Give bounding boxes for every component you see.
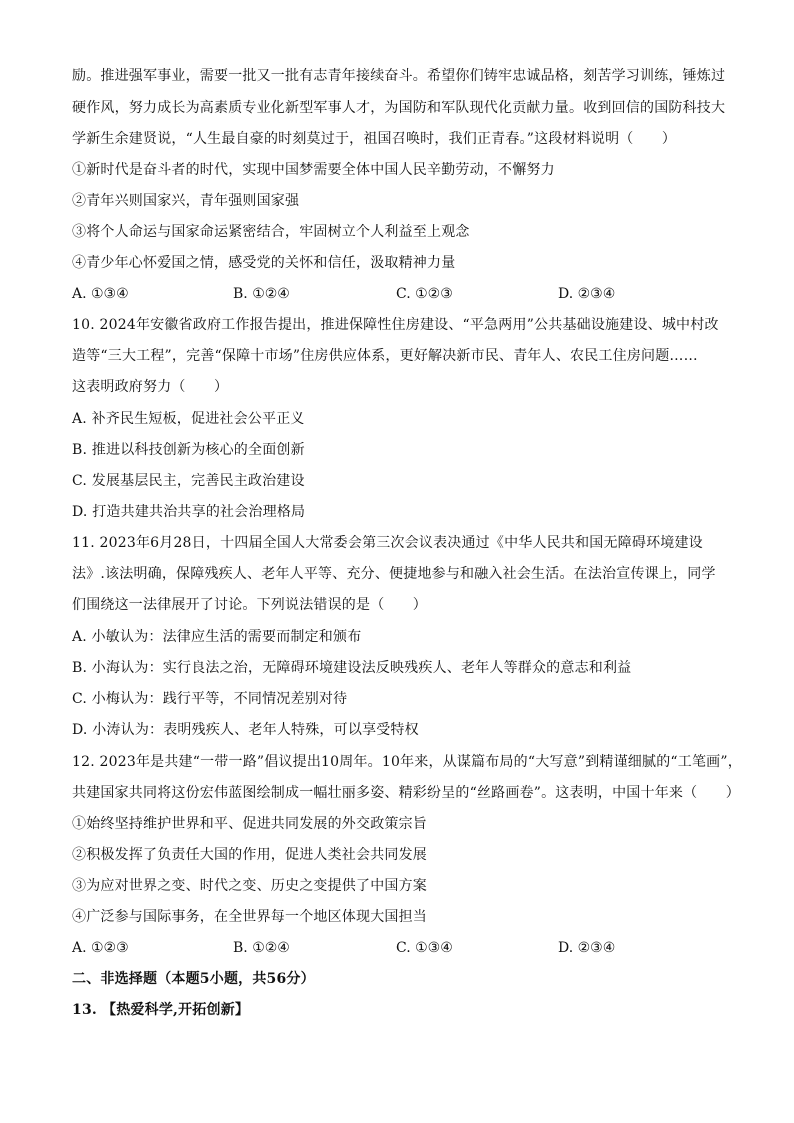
q11-stem-line-2: 法》.该法明确，保障残疾人、老年人平等、充分、便捷地参与和融入社会生活。在法治宣传课上，同学 [72, 566, 716, 582]
q12-options [72, 938, 722, 958]
q12-option-b[interactable]: B. ①②④ [233, 940, 290, 956]
q10-option-c[interactable]: C. 发展基层民主，完善民主政治建设 [72, 473, 305, 489]
q13-title: 13. 【热爱科学,开拓创新】 [72, 1002, 250, 1018]
q9-line-1: 励。推进强军事业，需要一批又一批有志青年接续奋斗。希望你们铸牢忠诚品格，刻苦学习训练，锤炼过 [72, 68, 726, 84]
q11-stem-line-1: 11. 2023年6月28日，十四届全国人大常委会第三次会议表决通过《中华人民共和国无障碍环境建设 [72, 535, 703, 551]
q11-stem-line-3: 们围绕这一法律展开了讨论。下列说法错误的是（ ） [72, 597, 427, 613]
q11-option-a[interactable]: A. 小敏认为：法律应生活的需要而制定和颁布 [72, 629, 362, 645]
q9-option-b[interactable]: B. ①②④ [233, 286, 290, 302]
q10-stem-line-1: 10. 2024年安徽省政府工作报告提出，推进保障性住房建设、“平急两用”公共基础设施建设、城中村改 [72, 317, 719, 333]
q9-option-a[interactable]: A. ①③④ [72, 286, 129, 302]
q9-line-3: 学新生余建贤说，“人生最自豪的时刻莫过于，祖国召唤时，我们正青春。”这段材料说明（ ） [72, 131, 677, 147]
q9-statement-2: ②青年兴则国家兴，青年强则国家强 [72, 193, 300, 209]
q10-option-a[interactable]: A. 补齐民生短板，促进社会公平正义 [72, 411, 305, 427]
q9-options [72, 284, 722, 304]
q12-statement-4: ④广泛参与国际事务，在全世界每一个地区体现大国担当 [72, 909, 427, 925]
q11-option-b[interactable]: B. 小海认为：实行良法之治，无障碍环境建设法反映残疾人、老年人等群众的意志和利益 [72, 660, 632, 676]
q10-option-d[interactable]: D. 打造共建共治共享的社会治理格局 [72, 504, 306, 520]
q10-option-b[interactable]: B. 推进以科技创新为核心的全面创新 [72, 442, 305, 458]
q12-statement-3: ③为应对世界之变、时代之变、历史之变提供了中国方案 [72, 878, 427, 894]
q9-statement-3: ③将个人命运与国家命运紧密结合，牢固树立个人利益至上观念 [72, 224, 470, 240]
q12-option-c[interactable]: C. ①③④ [396, 940, 453, 956]
q12-statement-1: ①始终坚持维护世界和平、促进共同发展的外交政策宗旨 [72, 816, 427, 832]
q9-line-2: 硬作风，努力成长为高素质专业化新型军事人才，为国防和军队现代化贡献力量。收到回信的国防科技大 [72, 100, 726, 116]
q9-statement-4: ④青少年心怀爱国之情，感受党的关怀和信任，汲取精神力量 [72, 255, 456, 271]
section-heading: 二、非选择题（本题5小题，共56分） [72, 971, 315, 987]
q12-stem-line-1: 12. 2023年是共建“一带一路”倡议提出10周年。10年来，从谋篇布局的“大写意”到精谨细腻的“工笔画”， [72, 754, 742, 770]
q11-option-c[interactable]: C. 小梅认为：践行平等，不同情况差别对待 [72, 691, 348, 707]
q9-statement-1: ①新时代是奋斗者的时代，实现中国梦需要全体中国人民辛勤劳动，不懈努力 [72, 162, 555, 178]
q12-statement-2: ②积极发挥了负责任大国的作用，促进人类社会共同发展 [72, 847, 427, 863]
q10-stem-line-3: 这表明政府努力（ ） [72, 379, 229, 395]
q12-option-a[interactable]: A. ①②③ [72, 940, 129, 956]
q12-option-d[interactable]: D. ②③④ [558, 940, 616, 956]
q11-option-d[interactable]: D. 小涛认为：表明残疾人、老年人特殊，可以享受特权 [72, 722, 419, 738]
q12-stem-line-2: 共建国家共同将这份宏伟蓝图绘制成一幅壮丽多姿、精彩纷呈的“丝路画卷”。这表明，中国十年来（ ） [72, 785, 740, 801]
q10-stem-line-2: 造等“三大工程”，完善“保障十市场”住房供应体系，更好解决新市民、青年人、农民工住房问题…… [72, 348, 698, 364]
q9-option-d[interactable]: D. ②③④ [558, 286, 616, 302]
q9-option-c[interactable]: C. ①②③ [396, 286, 453, 302]
